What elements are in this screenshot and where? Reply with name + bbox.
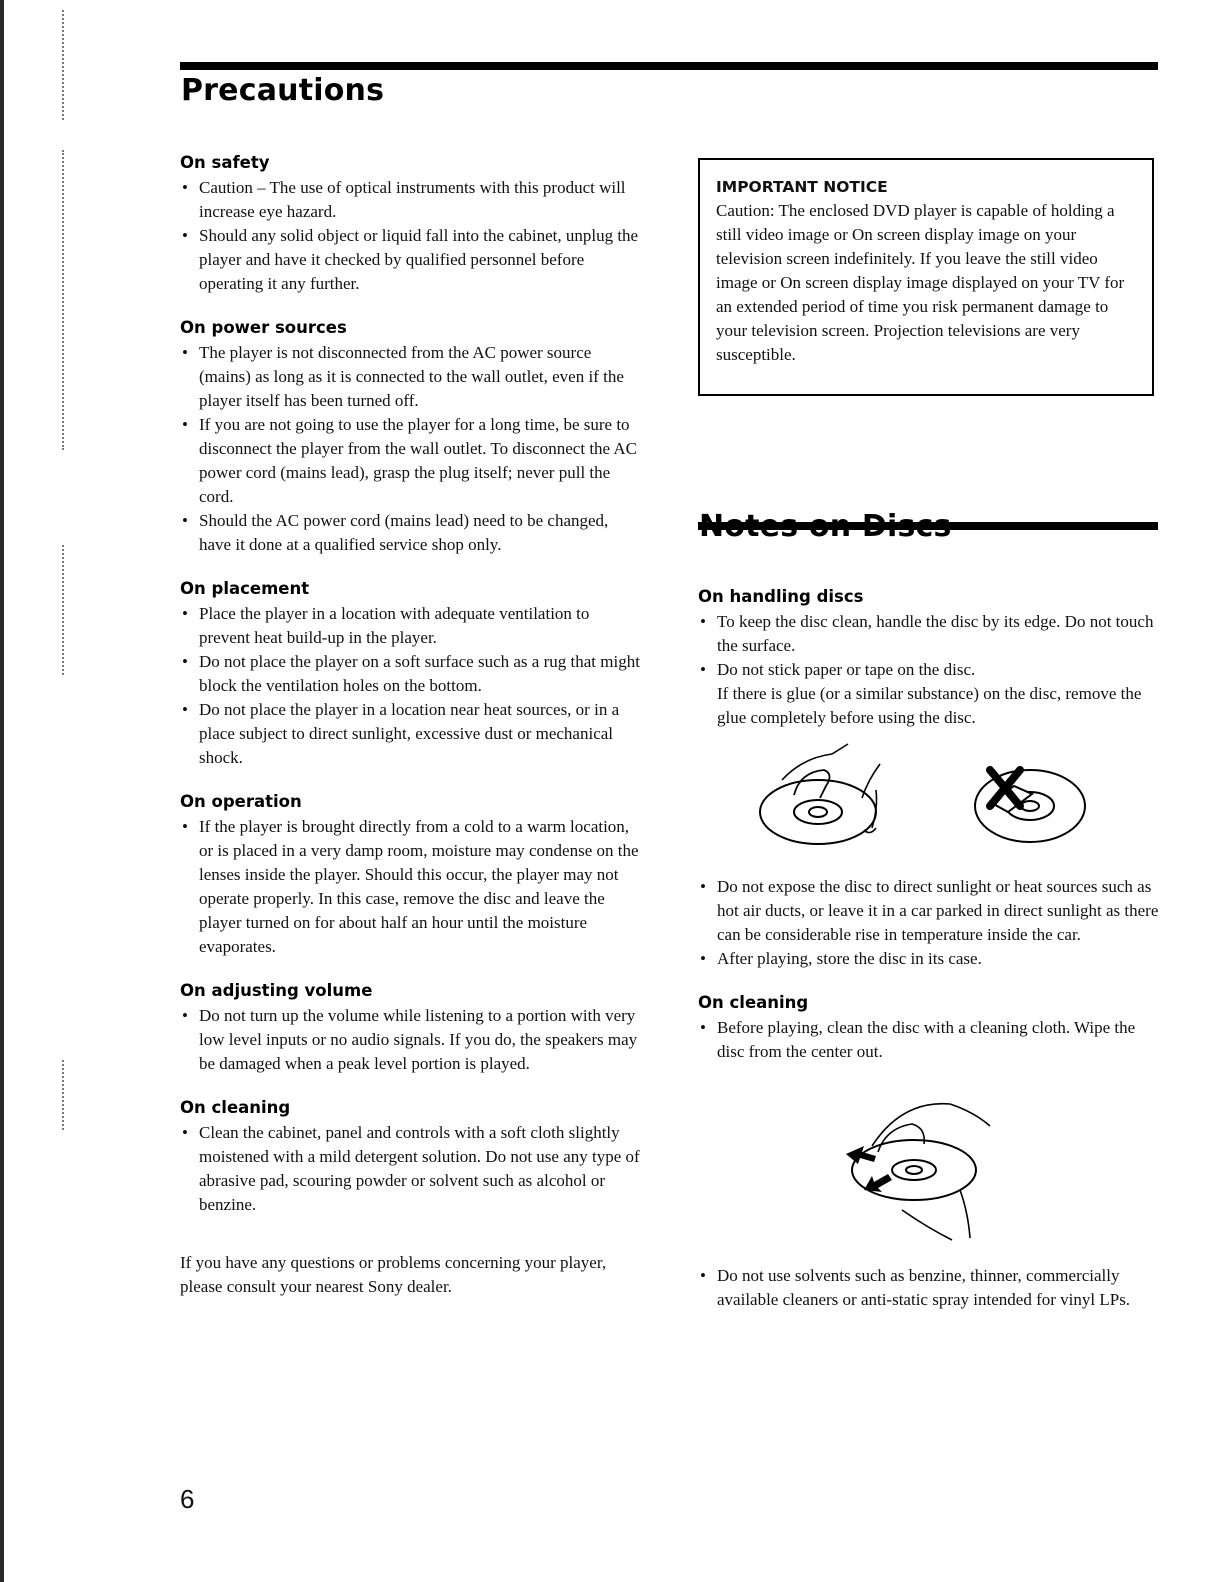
section-power-sources <box>180 318 642 557</box>
list-item: • Do not place the player in a location near heat sources, or in a place subject to direct sunlight, excessive dust or mechanical shock. <box>182 700 620 767</box>
list-item: • Do not expose the disc to direct sunlight or heat sources such as hot air ducts, or leave it in a car parked in direct sunlight as there can be considerable rise in temperature inside the car. <box>700 877 1159 944</box>
section-heading: On placement <box>180 579 310 598</box>
discs-column-end <box>698 1264 1160 1334</box>
section-heading: On safety <box>180 153 270 172</box>
section-title: Notes on Discs <box>699 509 952 544</box>
list-item: • If you are not going to use the player for a long time, be sure to disconnect the player from the wall outlet. To disconnect the AC power cord (mains lead), grasp the plug itself; never pull the cord. <box>182 415 638 506</box>
section-heading: On cleaning <box>180 1098 291 1117</box>
list-item: • The player is not disconnected from the AC power source (mains) as long as it is connected to the wall outlet, even if the player itself has been turned off. <box>182 343 624 410</box>
scan-dots <box>62 10 67 120</box>
section-disc-cleaning-more <box>698 1264 1160 1312</box>
list-item: • Do not place the player on a soft surface such as a rug that might block the ventilation holes on the bottom. <box>182 652 640 695</box>
page-number: 6 <box>180 1484 195 1514</box>
notice-heading: IMPORTANT NOTICE <box>716 178 888 196</box>
list-item: • Should any solid object or liquid fall into the cabinet, unplug the player and have it checked by qualified personnel before operating it any further. <box>182 226 639 293</box>
list-item: • Should the AC power cord (mains lead) need to be changed, have it done at a qualified service shop only. <box>182 511 609 554</box>
discs-column-continued <box>698 875 1160 1086</box>
list-item: • Place the player in a location with adequate ventilation to prevent heat build-up in the player. <box>182 604 590 647</box>
precautions-column <box>180 153 642 1299</box>
section-heading: On adjusting volume <box>180 981 373 1000</box>
list-item: • If the player is brought directly from a cold to a warm location, or is placed in a very damp room, moisture may condense on the lenses inside the player. Should this occur, the player may not operate properly. In this case, remove the disc and leave the player turned on for about half an hour until the moisture evaporates. <box>182 817 639 956</box>
section-adjusting-volume <box>180 981 642 1076</box>
section-placement <box>180 579 642 770</box>
list-item: • Do not use solvents such as benzine, thinner, commercially available cleaners or anti-static spray intended for vinyl LPs. <box>700 1266 1131 1309</box>
list-item: • Caution – The use of optical instruments with this product will increase eye hazard. <box>182 178 626 221</box>
section-handling-discs <box>698 587 1160 730</box>
hand-icon <box>794 770 830 798</box>
scan-dots <box>62 150 67 450</box>
section-cleaning <box>180 1098 642 1217</box>
section-disc-cleaning <box>698 993 1160 1064</box>
list-item: • After playing, store the disc in its case. <box>700 949 982 968</box>
page-title: Precautions <box>181 73 385 108</box>
section-operation <box>180 792 642 959</box>
list-item: • To keep the disc clean, handle the disc by its edge. Do not touch the surface. <box>700 612 1154 655</box>
list-item: • Clean the cabinet, panel and controls with a soft cloth slightly moistened with a mild detergent solution. Do not use any type of abrasive pad, scouring powder or solvent such as alcohol or benzine. <box>182 1123 640 1214</box>
discs-column <box>698 587 1160 752</box>
section-heading: On cleaning <box>698 993 809 1012</box>
title-rule <box>180 62 1158 70</box>
disc-icon <box>760 780 876 844</box>
list-item: • Before playing, clean the disc with a cleaning cloth. Wipe the disc from the center out. <box>700 1018 1136 1061</box>
scan-dots <box>62 545 67 675</box>
closing-paragraph: If you have any questions or problems concerning your player, please consult your nearest Sony dealer. <box>180 1253 607 1296</box>
scan-edge <box>0 0 4 1582</box>
list-item: • Do not stick paper or tape on the disc. If there is glue (or a similar substance) on the disc, remove the glue completely before using the disc. <box>700 660 1142 727</box>
section-handling-discs-more <box>698 875 1160 971</box>
section-safety <box>180 153 642 296</box>
notice-text: Caution: The enclosed DVD player is capable of holding a still video image or On screen display image on your television screen indefinitely. If you leave the still video image or On screen display image displayed on your TV for an extended period of time you risk permanent damage to your television screen. Projection televisions are very susceptible. <box>716 201 1125 364</box>
disc-icon <box>852 1140 976 1200</box>
scan-dots <box>62 1060 67 1130</box>
disc-handling-illustration <box>752 740 1097 852</box>
important-notice-box <box>698 158 1154 396</box>
hand-icon <box>872 1104 990 1146</box>
disc-cleaning-illustration <box>842 1092 992 1248</box>
section-heading: On handling discs <box>698 587 864 606</box>
section-heading: On operation <box>180 792 302 811</box>
section-heading: On power sources <box>180 318 347 337</box>
list-item: • Do not turn up the volume while listening to a portion with very low level inputs or no audio signals. If you do, the speakers may be damaged when a peak level portion is played. <box>182 1006 638 1073</box>
